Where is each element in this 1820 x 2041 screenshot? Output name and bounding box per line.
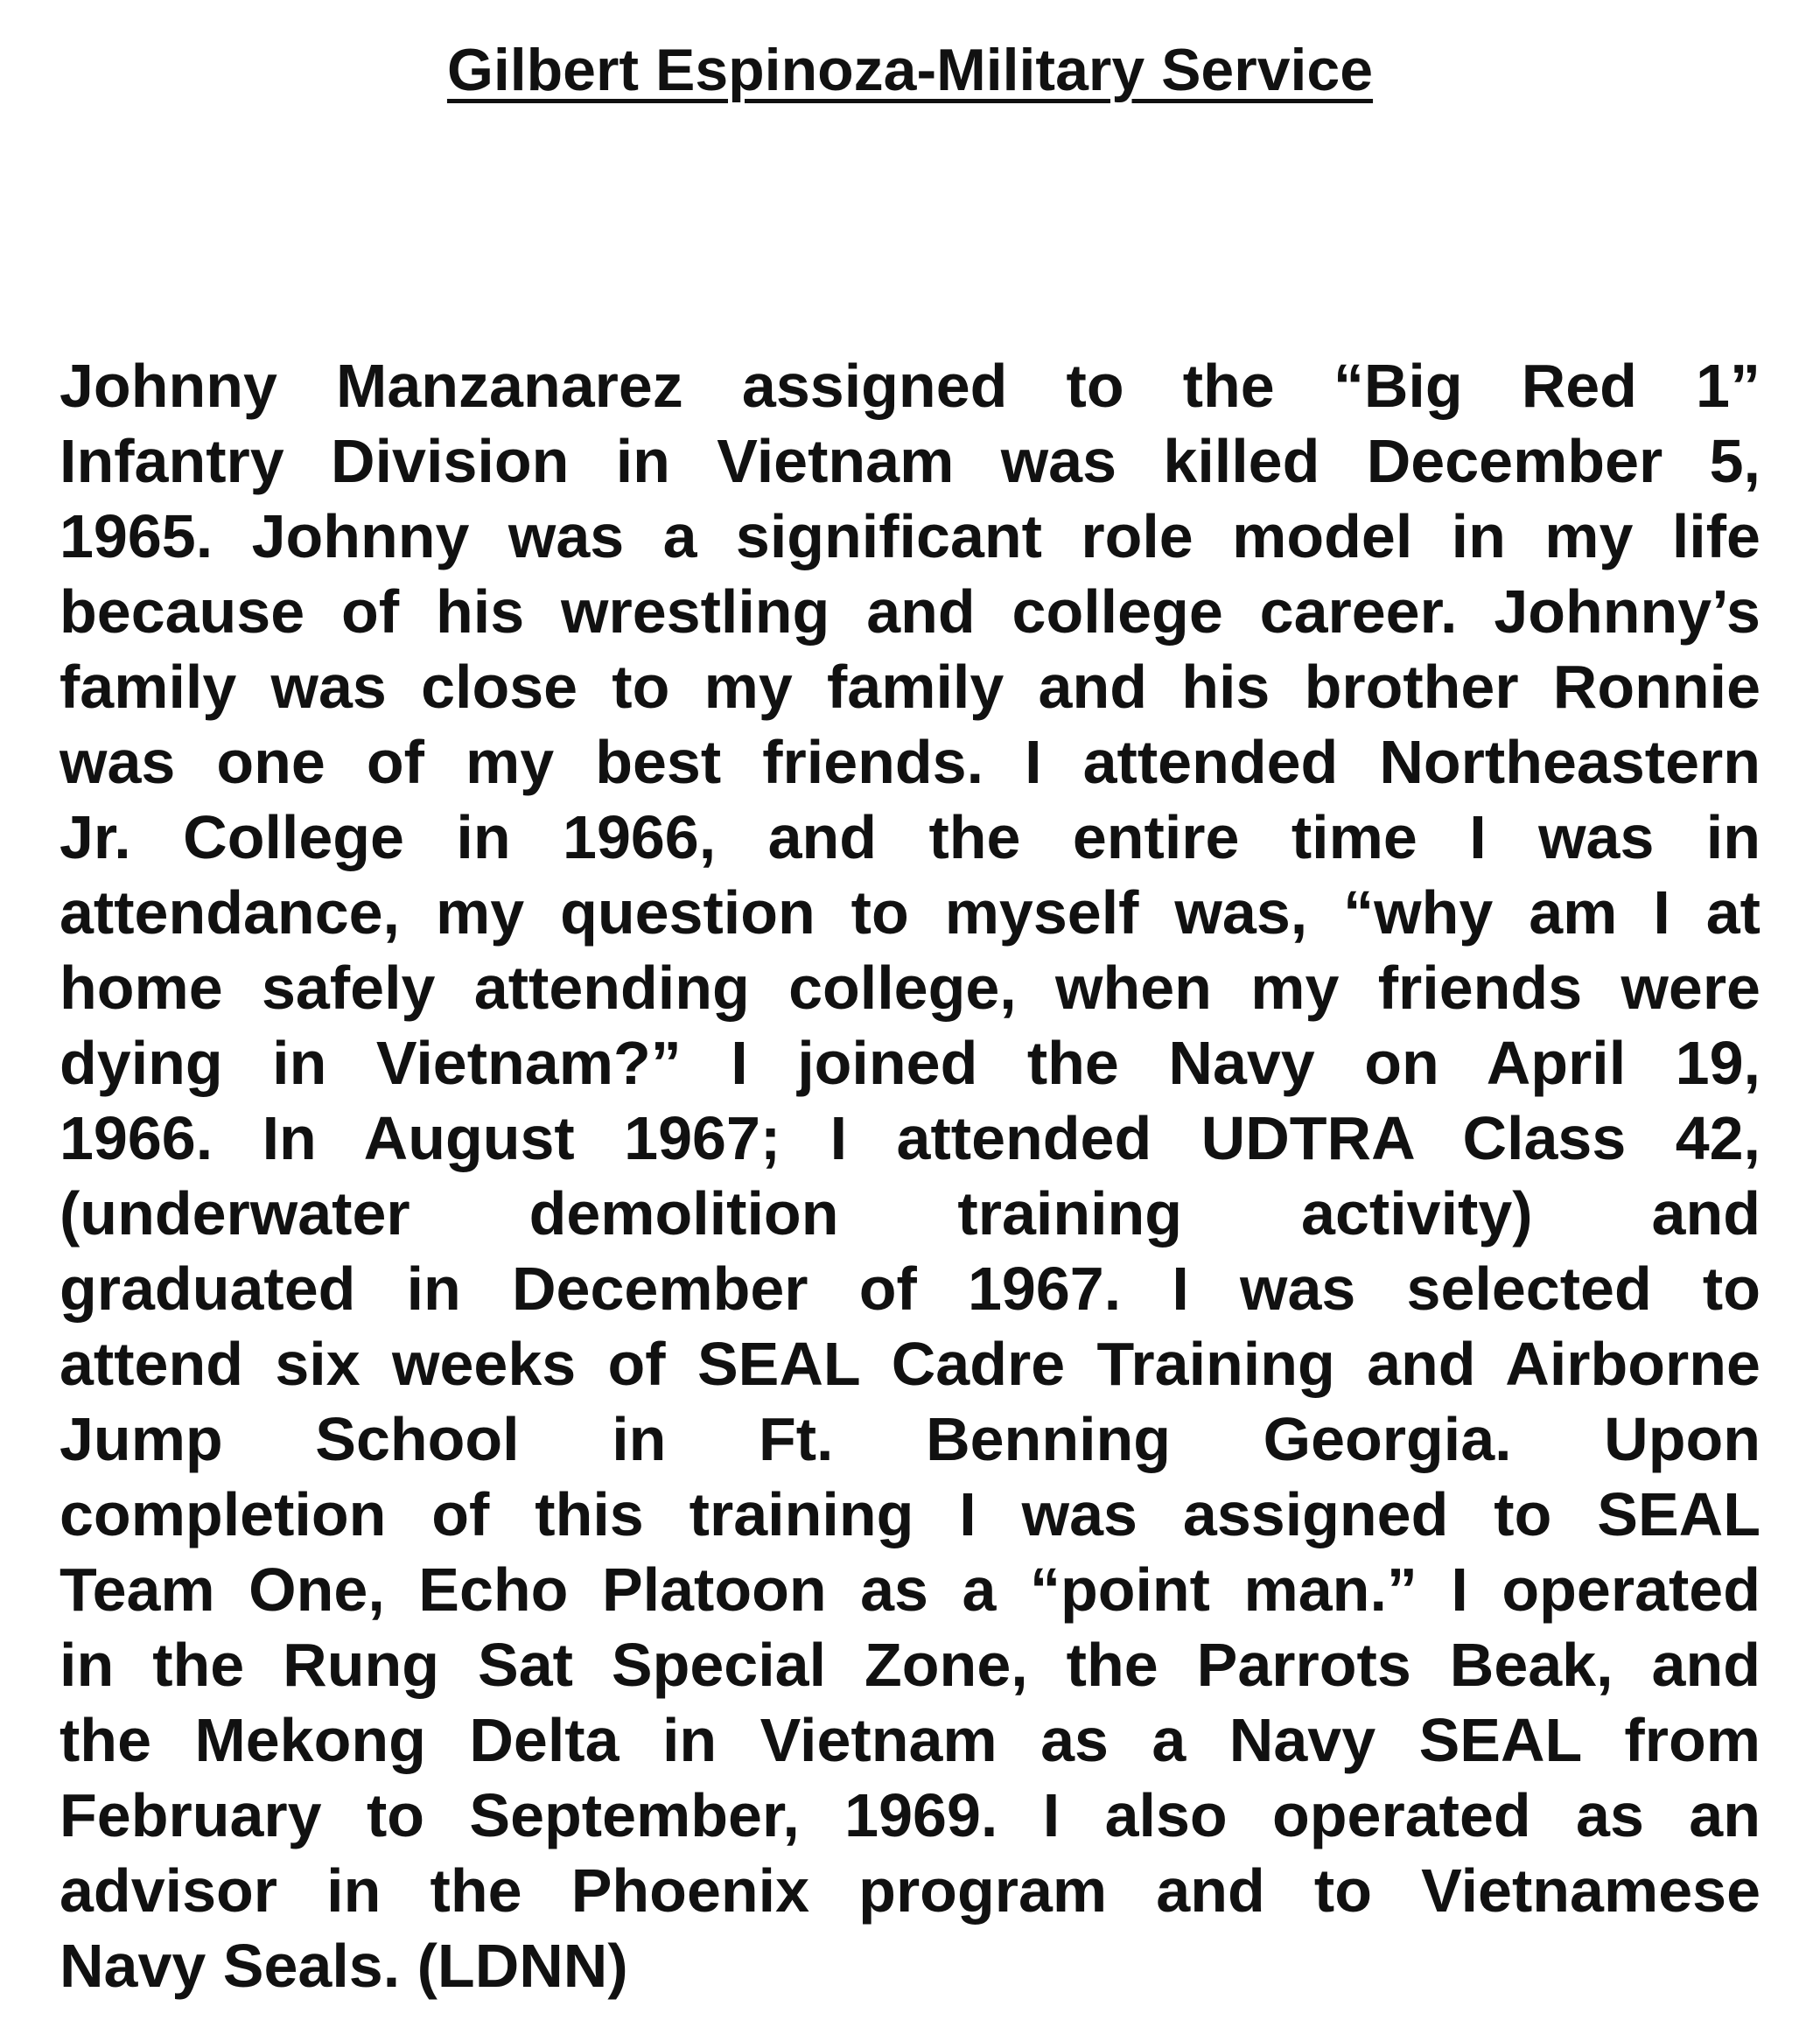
body-line: because of his wrestling and college career. Johnny’s: [60, 577, 1760, 646]
body-line: Navy Seals. (LDNN): [60, 1932, 628, 2000]
body-line: Infantry Division in Vietnam was killed December 5,: [60, 427, 1760, 495]
document-title-text: Gilbert Espinoza-Military Service: [446, 37, 1374, 103]
body-line: was one of my best friends. I attended Northeastern: [60, 728, 1760, 796]
body-line: Jr. College in 1966, and the entire time I was in: [60, 803, 1760, 871]
body-line: advisor in the Phoenix program and to Vietnamese: [60, 1856, 1760, 1925]
body-line: Johnny Manzanarez assigned to the “Big Red 1”: [60, 352, 1760, 420]
body-line: dying in Vietnam?” I joined the Navy on April 19,: [60, 1029, 1760, 1097]
body-line: Jump School in Ft. Benning Georgia. Upon: [60, 1405, 1760, 1473]
body-line: (underwater demolition training activity) and: [60, 1179, 1760, 1248]
body-line: family was close to my family and his brother Ronnie: [60, 653, 1760, 721]
document-body: [60, 348, 1760, 2003]
body-line: 1966. In August 1967; I attended UDTRA Class 42,: [60, 1104, 1760, 1172]
body-line: the Mekong Delta in Vietnam as a Navy SEAL from: [60, 1706, 1760, 1774]
body-line: graduated in December of 1967. I was selected to: [60, 1255, 1760, 1323]
body-line: attend six weeks of SEAL Cadre Training and Airborne: [60, 1330, 1760, 1398]
body-line: attendance, my question to myself was, “why am I at: [60, 878, 1760, 947]
body-line: home safely attending college, when my friends were: [60, 954, 1760, 1022]
body-line: 1965. Johnny was a significant role model in my life: [60, 502, 1760, 570]
body-line: in the Rung Sat Special Zone, the Parrots Beak, and: [60, 1631, 1760, 1699]
body-line: February to September, 1969. I also operated as an: [60, 1781, 1760, 1849]
document-title: [0, 35, 1820, 107]
body-line: Team One, Echo Platoon as a “point man.” I operated: [60, 1555, 1760, 1624]
body-line: completion of this training I was assigned to SEAL: [60, 1480, 1760, 1548]
